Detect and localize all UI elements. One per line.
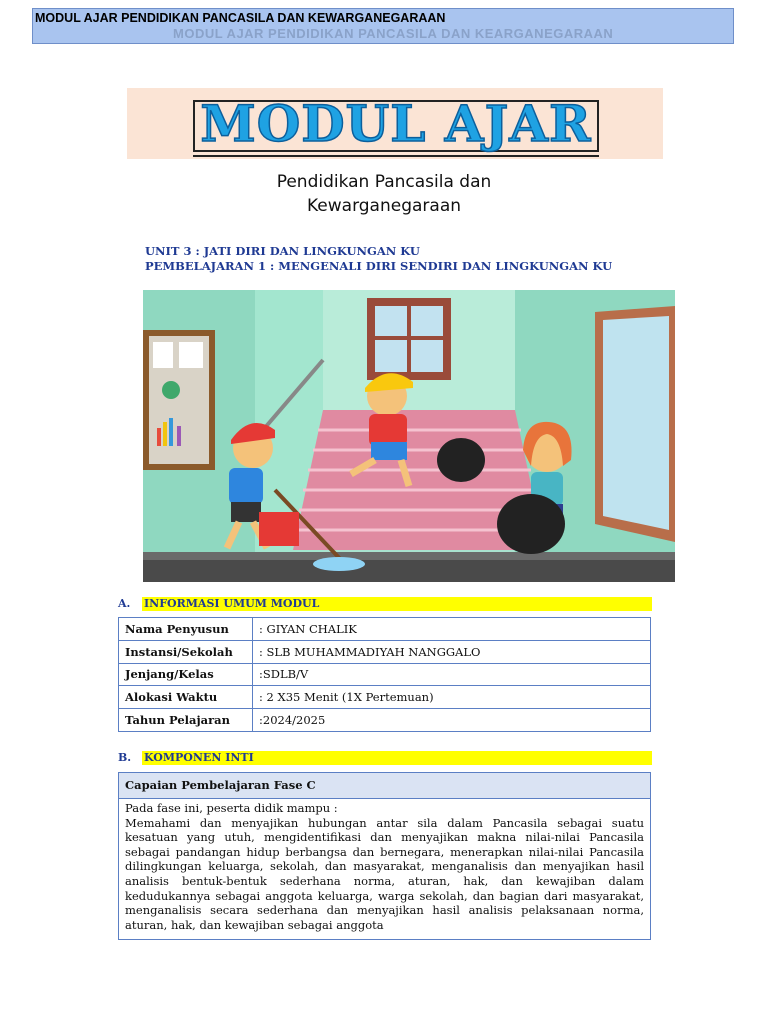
section-b-heading <box>118 751 652 765</box>
page-title: MODUL AJAR <box>200 94 592 153</box>
header-shadow-text: MODUL AJAR PENDIDIKAN PANCASILA DAN KEARGANEGARAAN <box>173 26 614 41</box>
table-row <box>119 663 651 686</box>
info-value: : GIYAN CHALIK <box>253 618 651 641</box>
learning-outcomes-title: Capaian Pembelajaran Fase C <box>119 773 650 799</box>
unit-line: UNIT 3 : JATI DIRI DAN LINGKUNGAN KU <box>145 244 420 258</box>
section-a-title: INFORMASI UMUM MODUL <box>144 597 320 610</box>
info-key: Jenjang/Kelas <box>119 663 253 686</box>
general-info-table <box>118 617 651 732</box>
info-value: :2024/2025 <box>253 709 651 732</box>
table-row <box>119 640 651 663</box>
info-key: Tahun Pelajaran <box>119 709 253 732</box>
section-b-letter: B. <box>118 751 132 764</box>
unit-heading <box>145 244 612 274</box>
learning-outcomes-box <box>118 772 651 940</box>
header-title: MODUL AJAR PENDIDIKAN PANCASILA DAN KEWARGANEGARAAN <box>35 11 446 25</box>
subject-title: Pendidikan Pancasila dan Kewarganegaraan <box>276 172 492 216</box>
lesson-line: PEMBELAJARAN 1 : MENGENALI DIRI SENDIRI DAN LINGKUNGAN KU <box>145 259 613 273</box>
table-row <box>119 686 651 709</box>
outcomes-paragraph: Memahami dan menyajikan hubungan antar sila dalam Pancasila sebagai suatu kesatuan yang utuh, mengidentifikasi dan menyajikan makna nilai-nilai Pancasila sebagai pandangan hidup berbangsa dan bernegara, menerapkan nilai-nilai Pancasila dilingkungan keluarga, sekolah, dan masyarakat, menganalisis dan menyajikan hasil analisis bentuk-bentuk sederhana norma, aturan, hak, dan kewajiban dalam kedudukannya sebagai anggota keluarga, warga sekolah, dan bagian dari masyarakat, menganalisis secara sederhana dan menyajikan hasil analisis pelaksanaan norma, aturan, hak, dan kewajiban sebagai anggota <box>125 815 644 932</box>
section-a-heading <box>118 597 652 611</box>
outcomes-lead: Pada fase ini, peserta didik mampu : <box>125 801 338 815</box>
section-a-letter: A. <box>118 597 131 610</box>
info-key: Alokasi Waktu <box>119 686 253 709</box>
table-row <box>119 709 651 732</box>
info-value: :SDLB/V <box>253 663 651 686</box>
info-value: : SLB MUHAMMADIYAH NANGGALO <box>253 640 651 663</box>
section-a-highlight <box>142 597 652 611</box>
title-underline <box>193 155 599 157</box>
info-key: Nama Penyusun <box>119 618 253 641</box>
section-b-title: KOMPONEN INTI <box>144 751 254 764</box>
learning-outcomes-body <box>119 799 650 932</box>
table-row <box>119 618 651 641</box>
document-header <box>32 8 734 44</box>
info-value: : 2 X35 Menit (1X Pertemuan) <box>253 686 651 709</box>
info-key: Instansi/Sekolah <box>119 640 253 663</box>
cleaning-illustration <box>143 290 675 582</box>
section-b-highlight <box>142 751 652 765</box>
